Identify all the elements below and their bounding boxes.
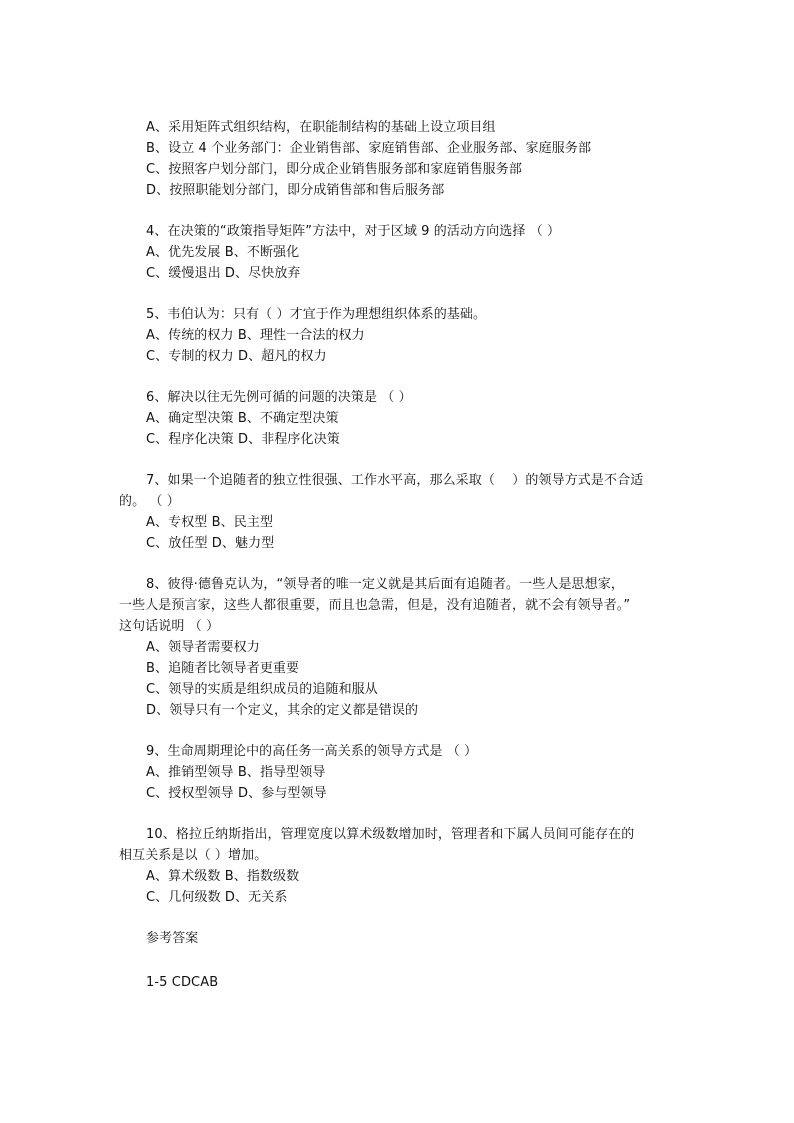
q3-option-c: C、按照客户划分部门，即分成企业销售服务部和家庭销售服务部 [146,162,522,177]
q3-option-b: B、设立 4 个业务部门：企业销售部、家庭销售部、企业服务部、家庭服务部 [146,141,592,156]
q3-option-d: D、按照职能划分部门，即分成销售部和售后服务部 [146,183,445,198]
q10-options-cd: C、几何级数 D、无关系 [146,890,288,905]
q10-stem-line2: 相互关系是以（ ）增加。 [119,848,268,863]
q8-stem-line3: 这句话说明 （ ） [119,619,220,634]
q9-options-cd: C、授权型领导 D、参与型领导 [146,786,327,801]
q4-options-ab: A、优先发展 B、不断强化 [146,245,300,260]
q10-stem-line1: 10、格拉丘纳斯指出，管理宽度以算术级数增加时，管理者和下属人员间可能存在的 [146,827,635,842]
q6-stem: 6、解决以往无先例可循的问题的决策是 （ ） [146,390,412,405]
q8-stem-line2: 一些人是预言家，这些人都很重要，而且也急需，但是，没有追随者，就不会有领导者。” [119,598,631,613]
answers-line: 1-5 CDCAB [146,975,219,990]
q8-option-a: A、领导者需要权力 [146,640,260,655]
q4-options-cd: C、缓慢退出 D、尽快放弃 [146,266,301,281]
q6-options-ab: A、确定型决策 B、不确定型决策 [146,411,339,426]
q8-stem-line1: 8、彼得·德鲁克认为，“领导者的唯一定义就是其后面有追随者。一些人是思想家， [146,577,624,592]
q4-stem: 4、在决策的“政策指导矩阵”方法中，对于区域 9 的活动方向选择 （ ） [146,224,561,239]
q8-option-b: B、追随者比领导者更重要 [146,661,300,676]
q9-options-ab: A、推销型领导 B、指导型领导 [146,765,326,780]
q7-stem-line1: 7、如果一个追随者的独立性很强、工作水平高，那么采取（ ）的领导方式是不合适 [146,473,644,488]
q9-stem: 9、生命周期理论中的高任务一高关系的领导方式是 （ ） [146,744,478,759]
q5-stem: 5、韦伯认为：只有（ ）才宜于作为理想组织体系的基础。 [146,307,487,322]
q7-stem-line2: 的。 （ ） [119,494,180,509]
q5-options-cd: C、专制的权力 D、超凡的权力 [146,349,327,364]
q5-options-ab: A、传统的权力 B、理性一合法的权力 [146,328,365,343]
q8-option-c: C、领导的实质是组织成员的追随和服从 [146,682,378,697]
q10-options-ab: A、算术级数 B、指数级数 [146,869,300,884]
q7-options-ab: A、专权型 B、民主型 [146,515,274,530]
q8-option-d: D、领导只有一个定义，其余的定义都是错误的 [146,703,419,718]
q6-options-cd: C、程序化决策 D、非程序化决策 [146,432,340,447]
answers-heading: 参考答案 [146,931,199,946]
q7-options-cd: C、放任型 D、魅力型 [146,536,275,551]
q3-option-a: A、采用矩阵式组织结构，在职能制结构的基础上设立项目组 [146,120,496,135]
